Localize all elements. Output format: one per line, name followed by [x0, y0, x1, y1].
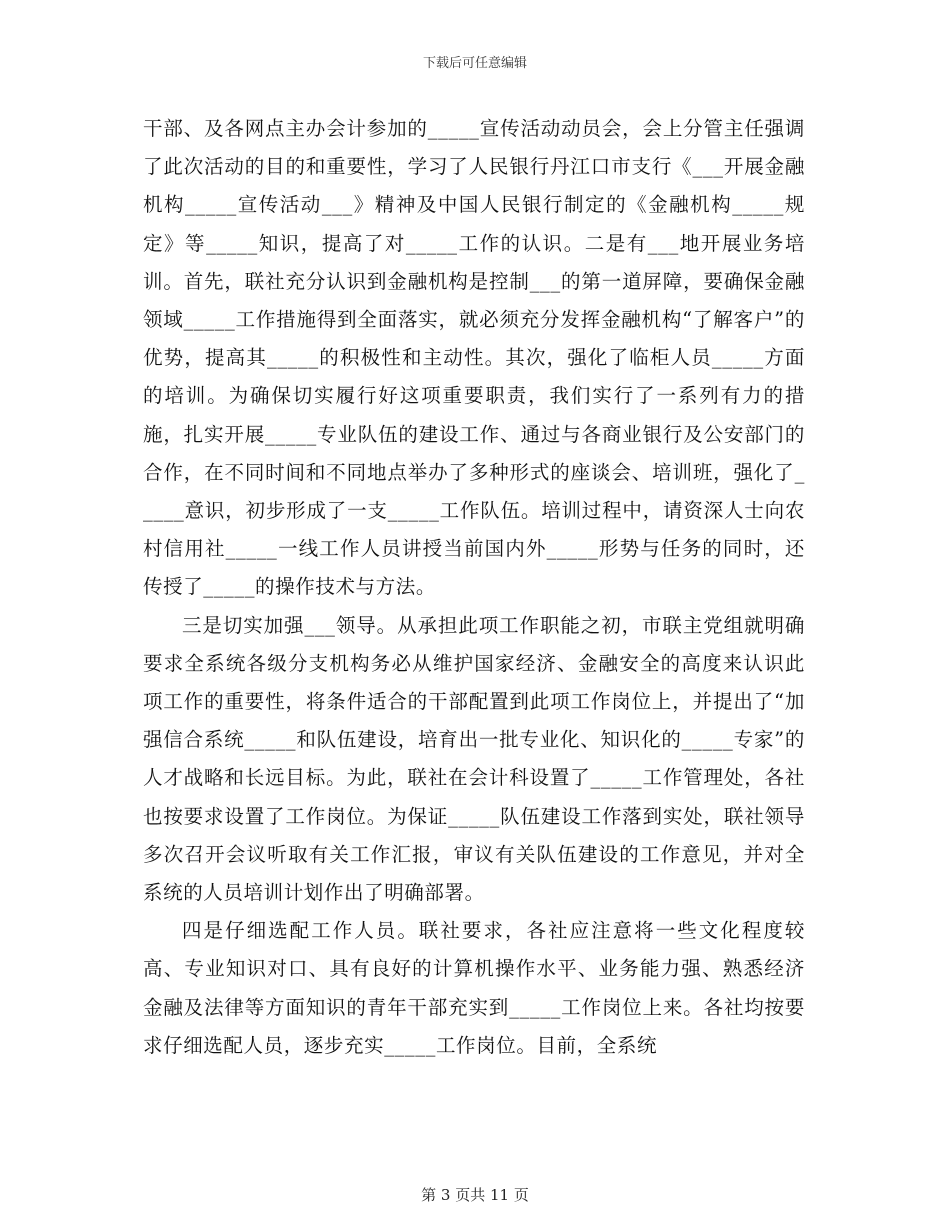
document-body: [143, 110, 805, 1065]
paragraph-staffing: 四是仔细选配工作人员。联社要求，各社应注意将一些文化程度较高、专业知识对口、具有良好的计算机操作水平、业务能力强、熟悉经济金融及法律等方面知识的青年干部充实到_____工作岗位上来。各社均按要求仔细选配人员，逐步充实_____工作岗位。目前，全系统: [143, 919, 805, 1057]
page-header: 下载后可任意编辑: [422, 56, 527, 71]
page-number: 第 3 页共 11 页: [421, 1186, 529, 1204]
paragraph-leadership: 三是切实加强___领导。从承担此项工作职能之初，市联主党组就明确要求全系统各级分支机构务必从维护国家经济、金融安全的高度来认识此项工作的重要性，将条件适合的干部配置到此项工作岗位上，并提出了“加强信合系统_____和队伍建设，培育出一批专业化、知识化的_____专家”的人才战略和长远目标。为此，联社在会计科设置了_____工作管理处，各社也按要求设置了工作岗位。为保证_____队伍建设工作落到实处，联社领导多次召开会议听取有关工作汇报，审议有关队伍建设的工作意见，并对全系统的人员培训计划作出了明确部署。: [143, 613, 805, 905]
paragraph-training: 干部、及各网点主办会计参加的_____宣传活动动员会，会上分管主任强调了此次活动的目的和重要性，学习了人民银行丹江口市支行《___开展金融机构_____宣传活动___》精神及中国人民银行制定的《金融机构_____规定》等_____知识，提高了对_____工作的认识。二是有___地开展业务培训。首先，联社充分认识到金融机构是控制___的第一道屏障，要确保金融领域_____工作措施得到全面落实，就必须充分发挥金融机构“了解客户”的优势，提高其_____的积极性和主动性。其次，强化了临柜人员_____方面的培训。为确保切实履行好这项重要职责，我们实行了一系列有力的措施，扎实开展_____专业队伍的建设工作、通过与各商业银行及公安部门的合作，在不同时间和不同地点举办了多种形式的座谈会、培训班，强化了_____意识，初步形成了一支_____工作队伍。培训过程中，请资深人士向农村信用社_____一线工作人员讲授当前国内外_____形势与任务的同时，还传授了_____的操作技术与方法。: [143, 117, 805, 599]
